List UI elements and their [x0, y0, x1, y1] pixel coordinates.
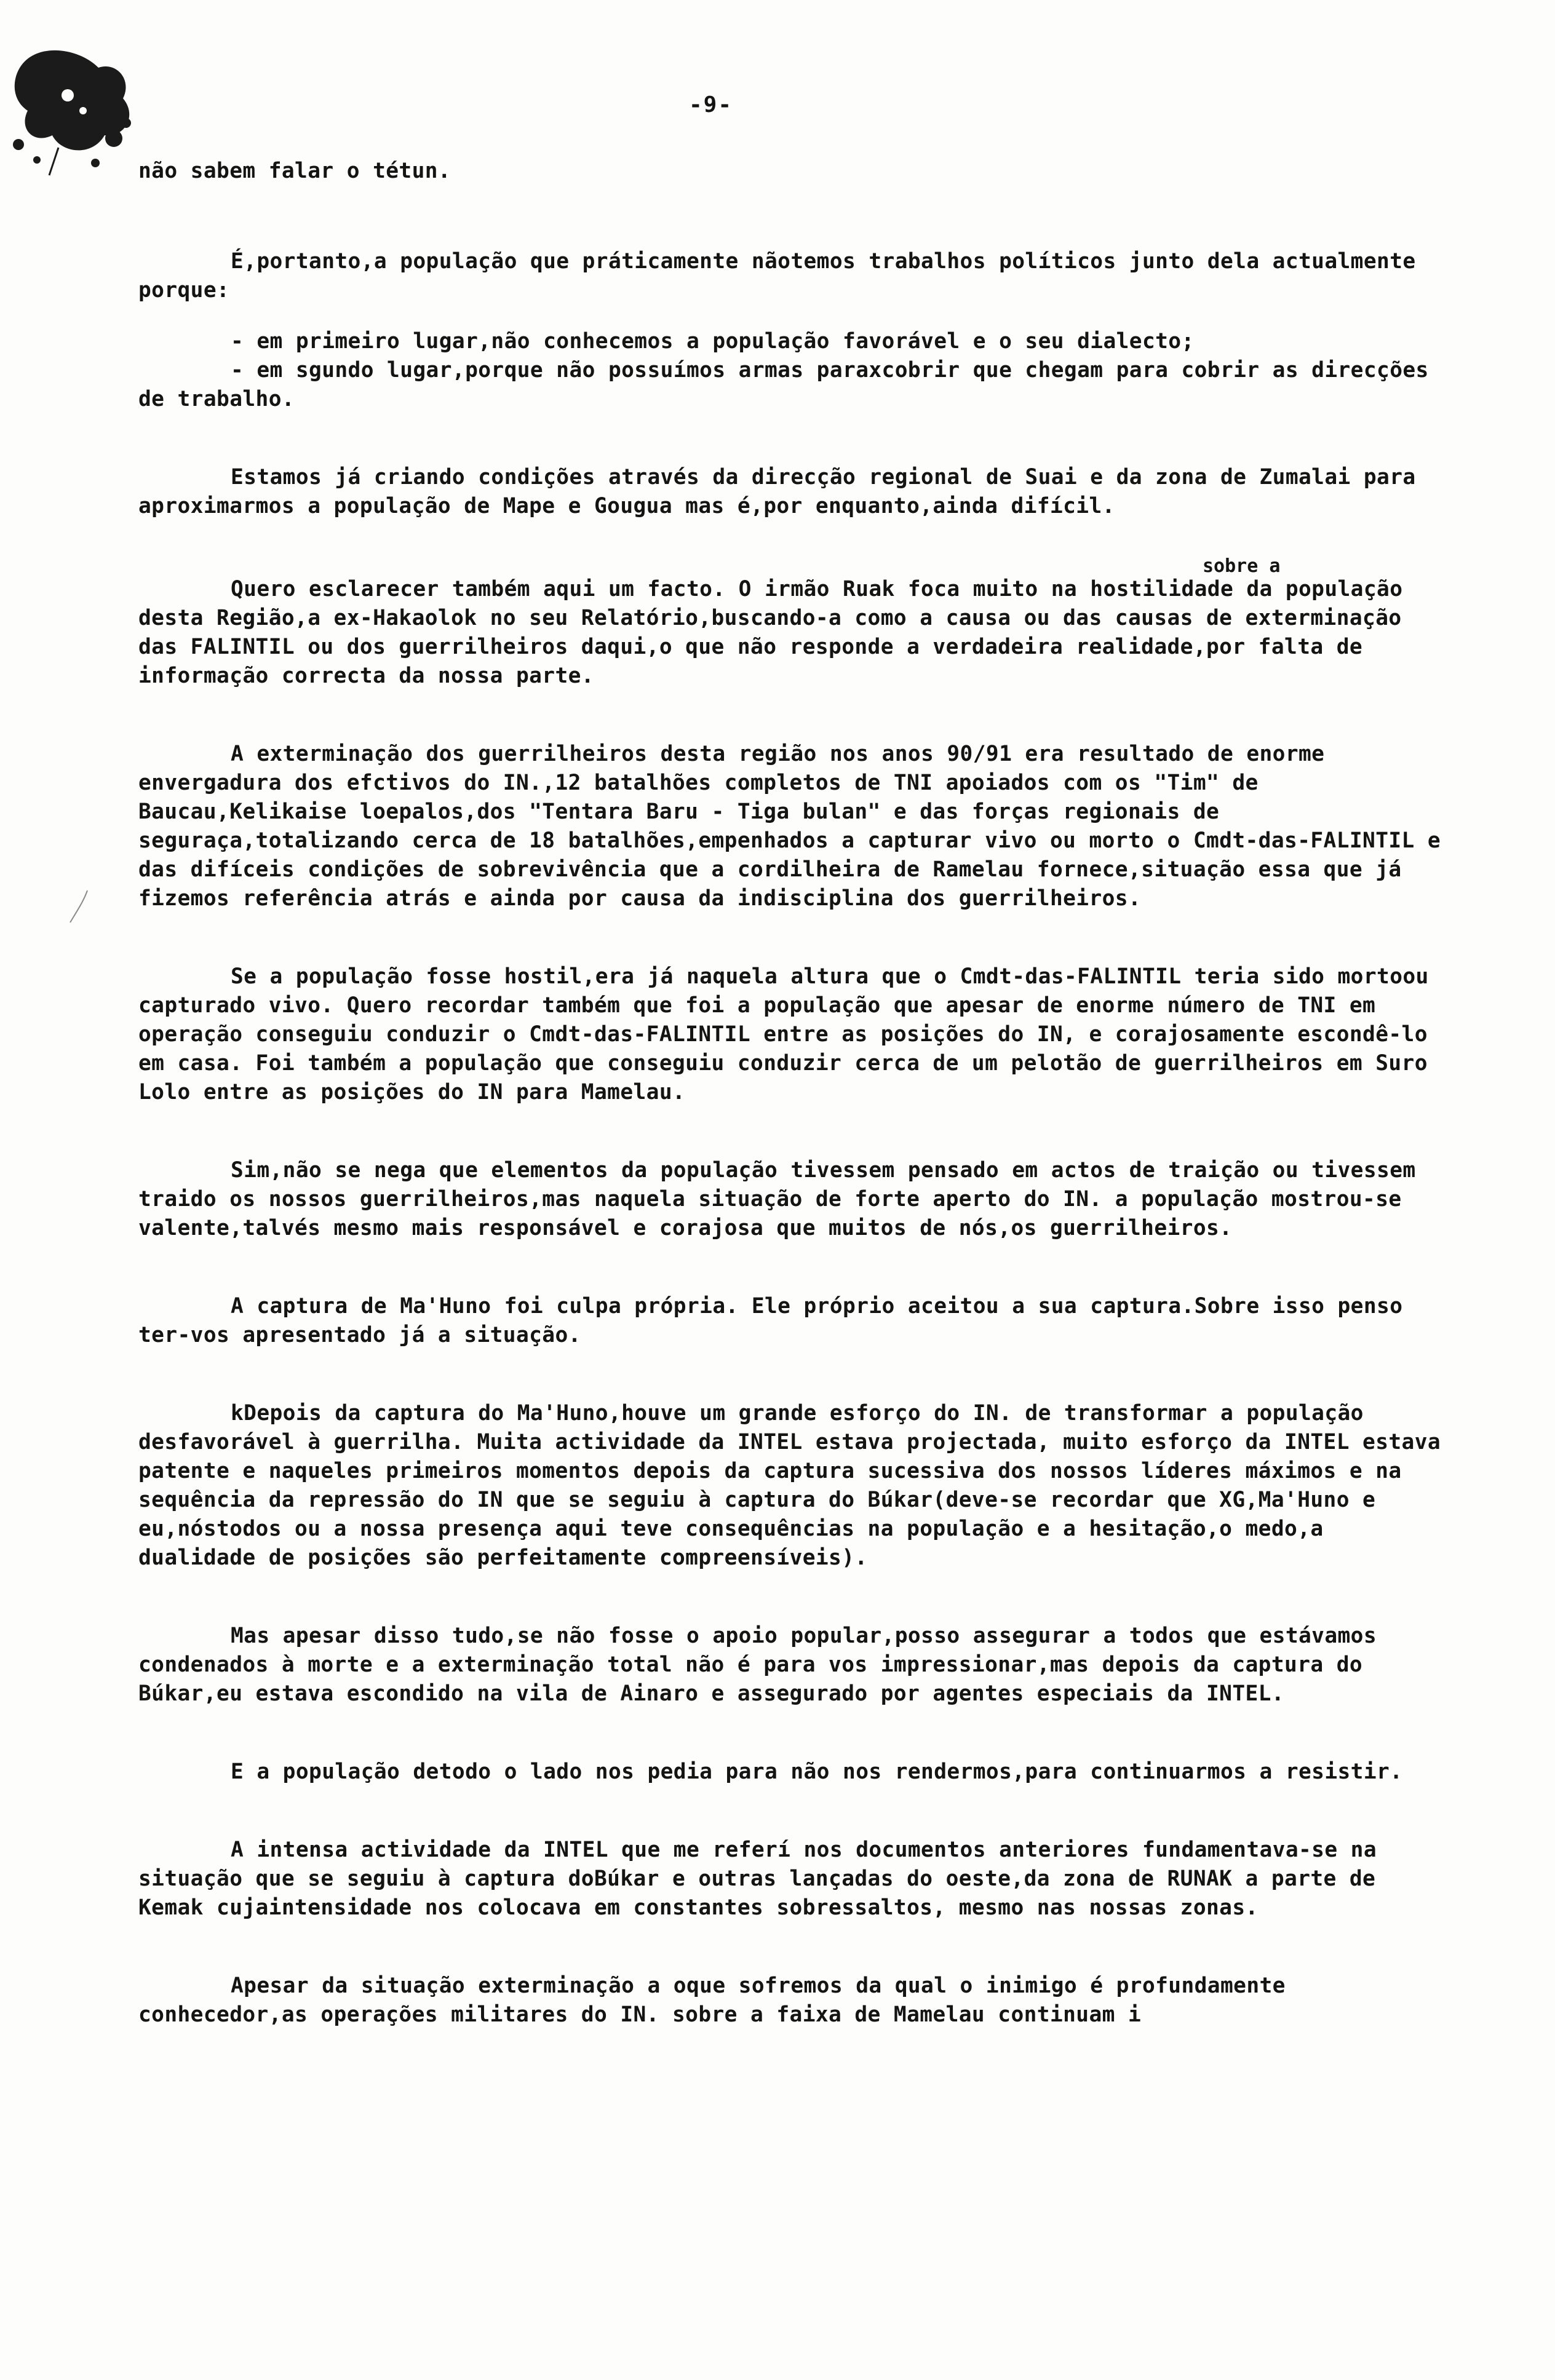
paragraph-betrayal: Sim,não se nega que elementos da população tivessem pensado em actos de traição ou tivessem traido os nossos guerrilheiros,mas naquela situação de forte aperto do IN. a população mostrou-se valente,talvés mesmo mais responsável e corajosa que muitos de nós,os guerrilheiros. — [138, 1158, 1429, 1240]
page-number: -9- — [689, 92, 733, 117]
paragraph-intel-activity: A intensa actividade da INTEL que me referí nos documentos anteriores fundamentava-se na situação que se seguiu à captura doBúkar e outras lançadas do oeste,da zona de RUNAK a parte de Kemak cujaintensidade nos colocava em constantes sobressaltos, mesmo nas nossas zonas. — [138, 1838, 1390, 1920]
paragraph-resistance-request: E a população detodo o lado nos pedia para não nos rendermos,para continuarmos a resistir. — [231, 1759, 1403, 1784]
paragraph-regional-direction: Estamos já criando condições através da direcção regional de Suai e da zona de Zumalai para aproximarmos a população de Mape e Gougua mas é,por enquanto,ainda difícil. — [138, 465, 1429, 518]
ink-blot-stain — [0, 37, 148, 178]
paragraph-guerrilla-extermination: A exterminação dos guerrilheiros desta região nos anos 90/91 era resultado de enorme envergadura dos efctivos do IN.,12 batalhões completos de TNI apoiados com os "Tim" de Baucau,Kelikaise loepalos,dos "Tentara Baru - Tiga bulan" e das forças regionais de seguraça,totalizando cerca de 18 batalhões,empenhados a capturar vivo ou morto o Cmdt-das-FALINTIL e das difíceis condições de sobrevivência que a cordilheira de Ramelau fornece,situação essa que já fizemos referência atrás e ainda por causa da indisciplina dos guerrilheiros. — [138, 742, 1454, 911]
paragraph-population-politics: É,portanto,a população que práticamente nãotemos trabalhos políticos junto dela actualmente porque: — [138, 249, 1429, 303]
paragraph-population-hostility: Quero esclarecer também aqui um facto. O irmão Ruak foca muito na hostilidade da população desta Região,a ex-Hakaolok no seu Relatório,buscando-a como a causa ou das causas de exterminação das FALINTIL ou dos guerrilheiros daqui,o que não responde a verdadeira realidade,por falta de informação correcta da nossa parte. — [138, 577, 1416, 688]
handwritten-insertion-note: sobre a — [1203, 555, 1281, 577]
paragraph-intel-effort: kDepois da captura do Ma'Huno,houve um grande esforço do IN. de transformar a população desfavorável à guerrilha. Muita actividade da INTEL estava projectada, muito esforço da INTEL estava patente e naqueles primeiros momentos depois da captura sucessiva dos nossos líderes máximos e na sequência da repressão do IN que se seguiu à captura do Búkar(deve-se recordar que XG,Ma'Huno e eu,nóstodos ou a nossa presença aqui teve consequências na população e a hesitação,o medo,a dualidade de posições são perfeitamente compreensíveis). — [138, 1401, 1454, 1570]
list-item-dialect: - em primeiro lugar,não conhecemos a população favorável e o seu dialecto; — [231, 329, 1195, 354]
margin-pencil-mark — [66, 886, 91, 929]
paragraph-mahuno-capture: A captura de Ma'Huno foi culpa própria. Ele próprio aceitou a sua captura.Sobre isso penso ter-vos apresentado já a situação. — [138, 1294, 1416, 1347]
reasons-list — [138, 327, 1449, 414]
paragraph-population-support: Se a população fosse hostil,era já naquela altura que o Cmdt-das-FALINTIL teria sido mortoou capturado vivo. Quero recordar também que foi a população que apesar de enorme número de TNI em operação conseguiu conduzir o Cmdt-das-FALINTIL entre as posições do IN, e corajosamente escondê-lo em casa. Foi também a população que conseguiu conduzir cerca de um pelotão de guerrilheiros em Suro Lolo entre as posições do IN para Mamelau. — [138, 964, 1442, 1105]
paragraph-opening-line: não sabem falar o tétun. — [138, 159, 451, 183]
list-item-weapons: - em sgundo lugar,porque não possuímos armas paraxcobrir que chegam para cobrir as direcções de trabalho. — [138, 358, 1442, 411]
document-body — [138, 157, 1454, 2029]
paragraph-military-operations: Apesar da situação exterminação a oque sofremos da qual o inimigo é profundamente conhecedor,as operações militares do IN. sobre a faixa de Mamelau continuam i — [138, 1973, 1299, 2027]
paragraph-hostility-block — [138, 555, 1449, 691]
paragraph-popular-support: Mas apesar disso tudo,se não fosse o apoio popular,posso assegurar a todos que estávamos condenados à morte e a exterminação total não é para vos impressionar,mas depois da captura do Búkar,eu estava escondido na vila de Ainaro e assegurado por agentes especiais da INTEL. — [138, 1624, 1390, 1706]
